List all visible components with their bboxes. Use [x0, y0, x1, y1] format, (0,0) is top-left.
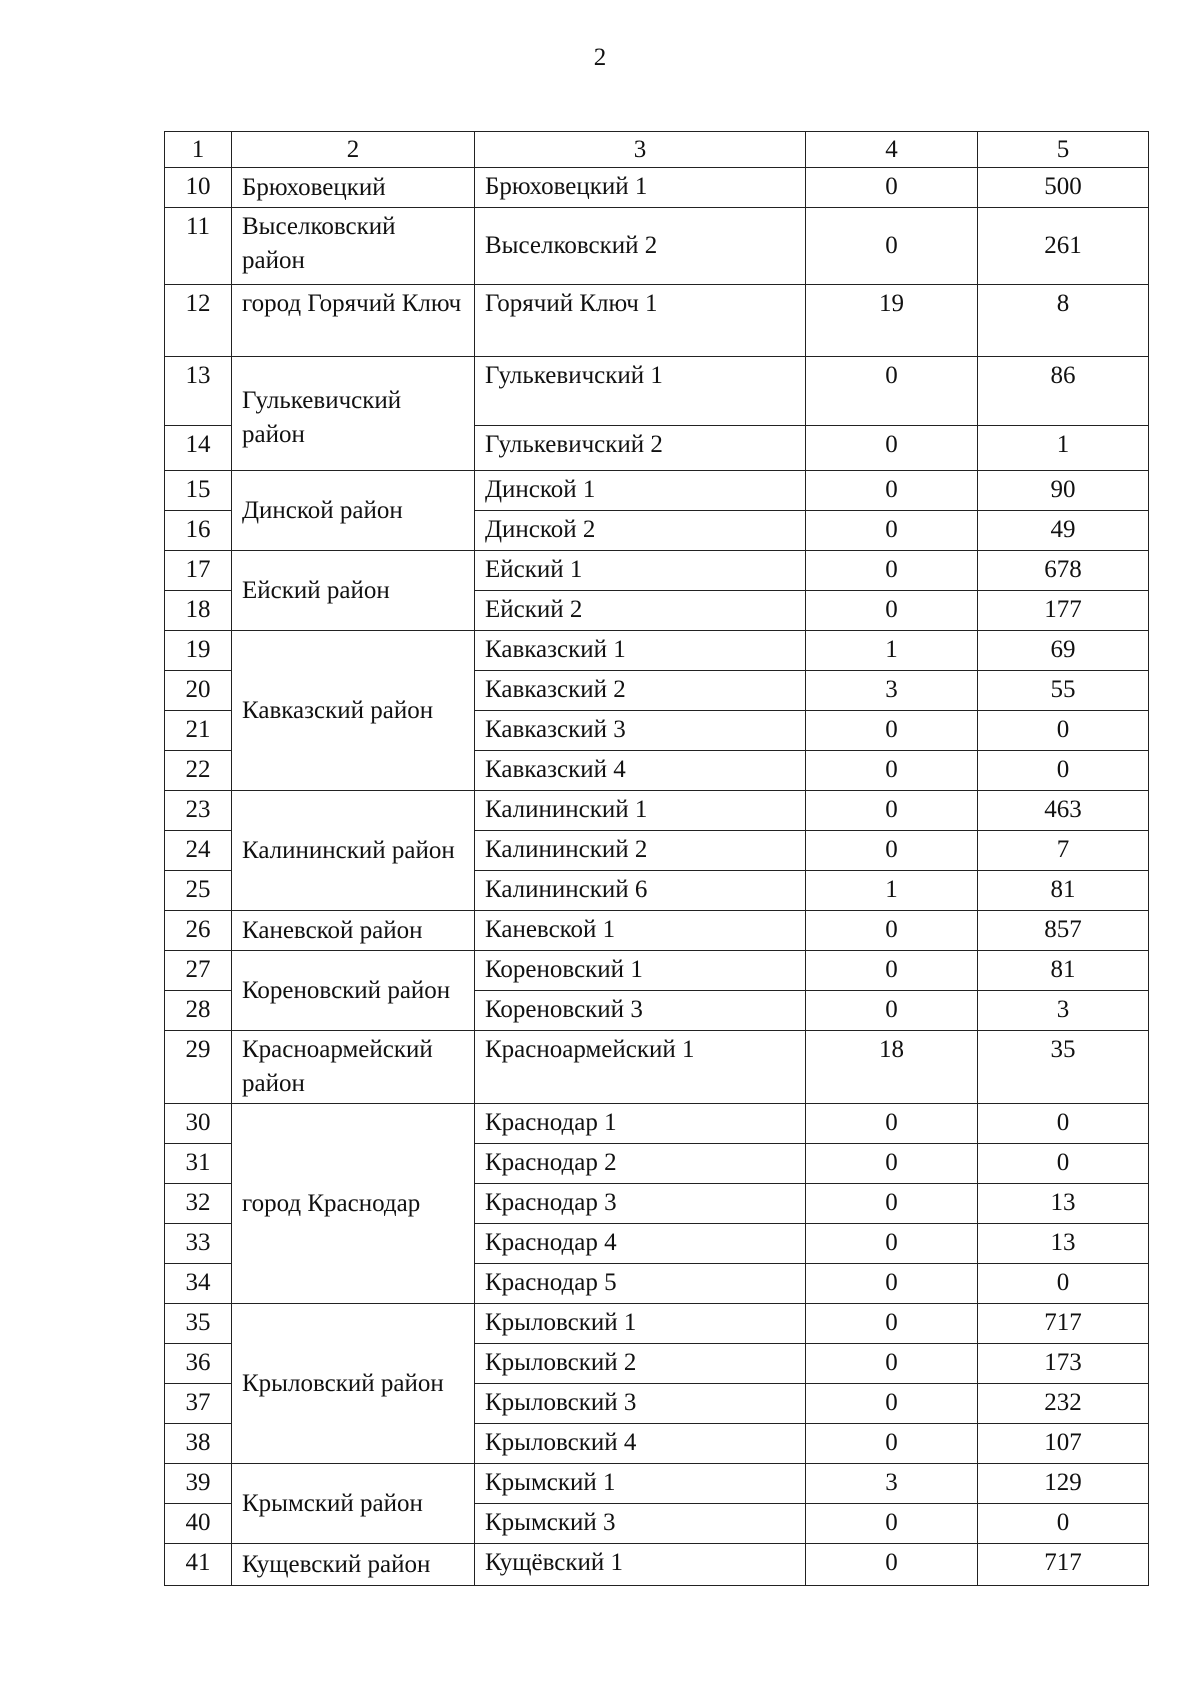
col-5-value-cell: 81: [978, 871, 1149, 911]
col-4-value-cell: 0: [806, 711, 978, 751]
row-number-cell: 37: [165, 1384, 232, 1424]
col-4-value-cell: 0: [806, 791, 978, 831]
table-row: [165, 357, 1149, 426]
row-number-cell: 30: [165, 1104, 232, 1144]
col-5-value-cell: 0: [978, 1504, 1149, 1544]
unit-name-cell: Кавказский 2: [475, 671, 806, 711]
unit-name-cell: Ейский 1: [475, 551, 806, 591]
unit-name-cell: Крымский 1: [475, 1464, 806, 1504]
unit-name-cell: Калининский 2: [475, 831, 806, 871]
col-4-value-cell: 0: [806, 1544, 978, 1586]
col-4-value-cell: 0: [806, 1264, 978, 1304]
row-number-cell: 13: [165, 357, 232, 426]
district-cell: Каневской район: [232, 911, 475, 951]
table-row: [165, 1031, 1149, 1104]
row-number-cell: 26: [165, 911, 232, 951]
col-5-value-cell: 857: [978, 911, 1149, 951]
col-5-value-cell: 0: [978, 711, 1149, 751]
district-cell: Красноармейский район: [232, 1031, 475, 1104]
col-5-value-cell: 3: [978, 991, 1149, 1031]
district-cell: Крымский район: [232, 1464, 475, 1544]
unit-name-cell: Кавказский 1: [475, 631, 806, 671]
unit-name-cell: Выселковский 2: [475, 208, 806, 285]
col-5-value-cell: 0: [978, 1144, 1149, 1184]
col-5-value-cell: 107: [978, 1424, 1149, 1464]
col-4-value-cell: 0: [806, 831, 978, 871]
col-4-value-cell: 0: [806, 511, 978, 551]
unit-name-cell: Калининский 6: [475, 871, 806, 911]
col-4-value-cell: 1: [806, 871, 978, 911]
table-row: [165, 911, 1149, 951]
district-cell: Выселковский район: [232, 208, 475, 285]
unit-name-cell: Крыловский 3: [475, 1384, 806, 1424]
col-4-value-cell: 0: [806, 911, 978, 951]
unit-name-cell: Каневской 1: [475, 911, 806, 951]
unit-name-cell: Крыловский 2: [475, 1344, 806, 1384]
district-cell: город Краснодар: [232, 1104, 475, 1304]
unit-name-cell: Кореновский 3: [475, 991, 806, 1031]
col-4-value-cell: 0: [806, 751, 978, 791]
col-5-value-cell: 173: [978, 1344, 1149, 1384]
header-col-4: 4: [806, 132, 978, 168]
unit-name-cell: Брюховецкий 1: [475, 168, 806, 208]
col-5-value-cell: 69: [978, 631, 1149, 671]
unit-name-cell: Кореновский 1: [475, 951, 806, 991]
page-number: 2: [593, 44, 607, 71]
data-table: [164, 131, 1149, 1586]
row-number-cell: 16: [165, 511, 232, 551]
unit-name-cell: Крымский 3: [475, 1504, 806, 1544]
district-cell: Гулькевичский район: [232, 357, 475, 471]
col-4-value-cell: 0: [806, 951, 978, 991]
header-col-3: 3: [475, 132, 806, 168]
header-col-1: 1: [165, 132, 232, 168]
row-number-cell: 39: [165, 1464, 232, 1504]
row-number-cell: 33: [165, 1224, 232, 1264]
row-number-cell: 11: [165, 208, 232, 285]
col-4-value-cell: 0: [806, 591, 978, 631]
row-number-cell: 27: [165, 951, 232, 991]
col-4-value-cell: 0: [806, 357, 978, 426]
col-5-value-cell: 0: [978, 1104, 1149, 1144]
col-4-value-cell: 1: [806, 631, 978, 671]
row-number-cell: 25: [165, 871, 232, 911]
row-number-cell: 14: [165, 426, 232, 471]
col-5-value-cell: 0: [978, 751, 1149, 791]
table-row: [165, 1544, 1149, 1586]
unit-name-cell: Горячий Ключ 1: [475, 285, 806, 357]
col-4-value-cell: 0: [806, 1104, 978, 1144]
col-5-value-cell: 13: [978, 1184, 1149, 1224]
col-4-value-cell: 0: [806, 991, 978, 1031]
col-5-value-cell: 13: [978, 1224, 1149, 1264]
row-number-cell: 21: [165, 711, 232, 751]
unit-name-cell: Калининский 1: [475, 791, 806, 831]
table-row: [165, 208, 1149, 285]
unit-name-cell: Кавказский 3: [475, 711, 806, 751]
table-row: [165, 1104, 1149, 1144]
col-4-value-cell: 0: [806, 426, 978, 471]
col-4-value-cell: 3: [806, 1464, 978, 1504]
row-number-cell: 20: [165, 671, 232, 711]
row-number-cell: 19: [165, 631, 232, 671]
col-4-value-cell: 0: [806, 471, 978, 511]
row-number-cell: 29: [165, 1031, 232, 1104]
col-4-value-cell: 0: [806, 1424, 978, 1464]
table-row: [165, 1304, 1149, 1344]
unit-name-cell: Динской 1: [475, 471, 806, 511]
unit-name-cell: Кавказский 4: [475, 751, 806, 791]
col-4-value-cell: 19: [806, 285, 978, 357]
unit-name-cell: Краснодар 3: [475, 1184, 806, 1224]
row-number-cell: 23: [165, 791, 232, 831]
col-4-value-cell: 18: [806, 1031, 978, 1104]
col-5-value-cell: 90: [978, 471, 1149, 511]
col-4-value-cell: 0: [806, 1344, 978, 1384]
district-cell: Калининский район: [232, 791, 475, 911]
col-5-value-cell: 35: [978, 1031, 1149, 1104]
col-4-value-cell: 0: [806, 1144, 978, 1184]
col-5-value-cell: 177: [978, 591, 1149, 631]
col-5-value-cell: 463: [978, 791, 1149, 831]
table-row: [165, 551, 1149, 591]
row-number-cell: 40: [165, 1504, 232, 1544]
row-number-cell: 18: [165, 591, 232, 631]
row-number-cell: 38: [165, 1424, 232, 1464]
col-5-value-cell: 1: [978, 426, 1149, 471]
row-number-cell: 22: [165, 751, 232, 791]
unit-name-cell: Кущёвский 1: [475, 1544, 806, 1586]
col-5-value-cell: 8: [978, 285, 1149, 357]
table-row: [165, 951, 1149, 991]
col-4-value-cell: 0: [806, 551, 978, 591]
col-4-value-cell: 0: [806, 1184, 978, 1224]
table-row: [165, 1464, 1149, 1504]
col-4-value-cell: 0: [806, 1504, 978, 1544]
table-row: [165, 471, 1149, 511]
row-number-cell: 32: [165, 1184, 232, 1224]
table-header-row: [165, 132, 1149, 168]
unit-name-cell: Гулькевичский 1: [475, 357, 806, 426]
table-row: [165, 285, 1149, 357]
col-5-value-cell: 678: [978, 551, 1149, 591]
col-5-value-cell: 232: [978, 1384, 1149, 1424]
col-4-value-cell: 3: [806, 671, 978, 711]
district-cell: Ейский район: [232, 551, 475, 631]
district-cell: Кавказский район: [232, 631, 475, 791]
unit-name-cell: Краснодар 4: [475, 1224, 806, 1264]
col-5-value-cell: 0: [978, 1264, 1149, 1304]
table-row: [165, 168, 1149, 208]
row-number-cell: 12: [165, 285, 232, 357]
row-number-cell: 41: [165, 1544, 232, 1586]
row-number-cell: 10: [165, 168, 232, 208]
table-row: [165, 791, 1149, 831]
col-5-value-cell: 129: [978, 1464, 1149, 1504]
col-4-value-cell: 0: [806, 1224, 978, 1264]
district-cell: Кореновский район: [232, 951, 475, 1031]
row-number-cell: 35: [165, 1304, 232, 1344]
col-5-value-cell: 261: [978, 208, 1149, 285]
header-col-5: 5: [978, 132, 1149, 168]
col-5-value-cell: 86: [978, 357, 1149, 426]
unit-name-cell: Краснодар 1: [475, 1104, 806, 1144]
unit-name-cell: Красноармейский 1: [475, 1031, 806, 1104]
district-cell: Крыловский район: [232, 1304, 475, 1464]
unit-name-cell: Ейский 2: [475, 591, 806, 631]
district-cell: город Горячий Ключ: [232, 285, 475, 357]
unit-name-cell: Крыловский 1: [475, 1304, 806, 1344]
col-4-value-cell: 0: [806, 168, 978, 208]
col-5-value-cell: 7: [978, 831, 1149, 871]
row-number-cell: 36: [165, 1344, 232, 1384]
district-cell: Брюховецкий: [232, 168, 475, 208]
col-5-value-cell: 55: [978, 671, 1149, 711]
col-4-value-cell: 0: [806, 1304, 978, 1344]
row-number-cell: 31: [165, 1144, 232, 1184]
unit-name-cell: Краснодар 2: [475, 1144, 806, 1184]
header-col-2: 2: [232, 132, 475, 168]
table-body: [165, 132, 1149, 1586]
unit-name-cell: Гулькевичский 2: [475, 426, 806, 471]
col-5-value-cell: 717: [978, 1544, 1149, 1586]
row-number-cell: 24: [165, 831, 232, 871]
unit-name-cell: Крыловский 4: [475, 1424, 806, 1464]
col-5-value-cell: 717: [978, 1304, 1149, 1344]
row-number-cell: 15: [165, 471, 232, 511]
row-number-cell: 34: [165, 1264, 232, 1304]
row-number-cell: 28: [165, 991, 232, 1031]
col-5-value-cell: 49: [978, 511, 1149, 551]
col-4-value-cell: 0: [806, 1384, 978, 1424]
unit-name-cell: Динской 2: [475, 511, 806, 551]
col-5-value-cell: 500: [978, 168, 1149, 208]
row-number-cell: 17: [165, 551, 232, 591]
district-cell: Динской район: [232, 471, 475, 551]
table-row: [165, 631, 1149, 671]
col-5-value-cell: 81: [978, 951, 1149, 991]
district-cell: Кущевский район: [232, 1544, 475, 1586]
col-4-value-cell: 0: [806, 208, 978, 285]
unit-name-cell: Краснодар 5: [475, 1264, 806, 1304]
